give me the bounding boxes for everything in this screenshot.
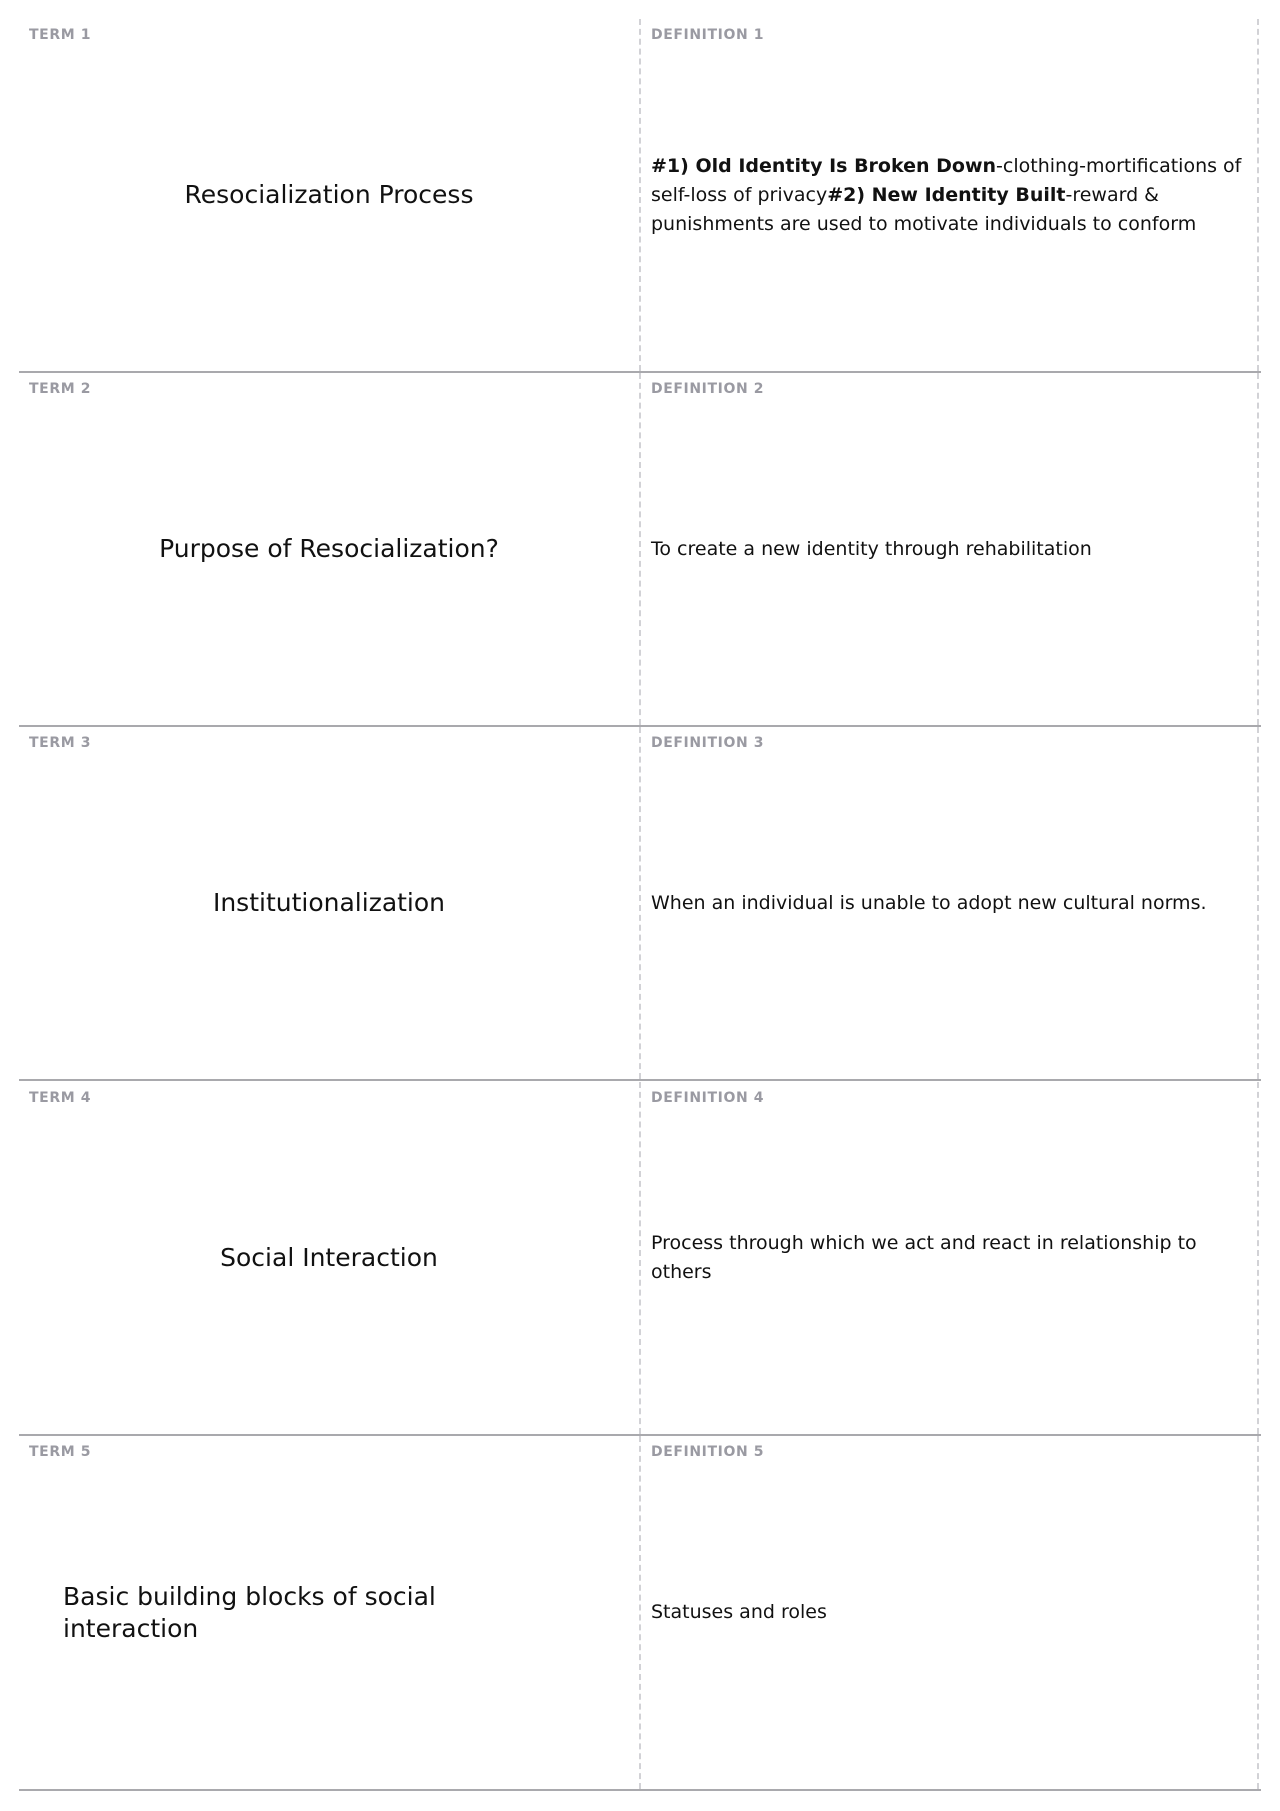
- definition-body: Process through which we act and react in relationship to others: [651, 1232, 1197, 1283]
- term-cell: [19, 1082, 639, 1434]
- card-row: [19, 727, 1261, 1081]
- term-cell: [19, 373, 639, 725]
- term-text: Social Interaction: [220, 1243, 438, 1272]
- term-text: Basic building blocks of social interaction: [63, 1581, 436, 1643]
- definition-part: -clothing-mortifications of self-loss of privacy: [651, 154, 1242, 206]
- term-label: TERM 2: [29, 381, 92, 397]
- definition-bold-part: #1) Old Identity Is Broken Down: [651, 154, 997, 177]
- definition-text: [651, 19, 1243, 371]
- definition-body: To create a new identity through rehabilitation: [651, 537, 1092, 560]
- term-text: Institutionalization: [212, 888, 446, 917]
- definition-label: DEFINITION 3: [651, 735, 765, 751]
- definition-cell: [639, 1082, 1259, 1434]
- term-text: Purpose of Resocialization?: [159, 534, 499, 563]
- definition-body: When an individual is unable to adopt new cultural norms.: [651, 891, 1207, 914]
- definition-text: [651, 373, 1243, 725]
- term-cell: [19, 19, 639, 371]
- definition-rich-text: [651, 152, 1243, 239]
- term-cell: [19, 1436, 639, 1789]
- card-row: [19, 19, 1261, 373]
- term-label: TERM 5: [29, 1444, 92, 1460]
- term-label: TERM 1: [29, 27, 92, 43]
- definition-body: Statuses and roles: [651, 1601, 827, 1623]
- definition-cell: [639, 373, 1259, 725]
- definition-part: -reward & punishments are used to motivate individuals to conform: [651, 183, 1197, 235]
- definition-cell: [639, 727, 1259, 1079]
- term-label: TERM 3: [29, 735, 92, 751]
- definition-label: DEFINITION 1: [651, 27, 765, 43]
- term-text: Resocialization Process: [184, 180, 474, 209]
- term-cell: [19, 727, 639, 1079]
- flashcard-sheet: [19, 19, 1261, 1790]
- definition-bold-part: #2) New Identity Built: [827, 183, 1066, 206]
- definition-text: [651, 727, 1243, 1079]
- definition-label: DEFINITION 4: [651, 1090, 765, 1106]
- term-label: TERM 4: [29, 1090, 92, 1106]
- definition-cell: [639, 19, 1259, 371]
- definition-label: DEFINITION 5: [651, 1444, 765, 1460]
- definition-text: [651, 1436, 1243, 1789]
- definition-label: DEFINITION 2: [651, 381, 765, 397]
- definition-text: [651, 1082, 1243, 1434]
- card-row: [19, 373, 1261, 727]
- card-row: [19, 1082, 1261, 1436]
- definition-cell: [639, 1436, 1259, 1789]
- card-row: [19, 1436, 1261, 1791]
